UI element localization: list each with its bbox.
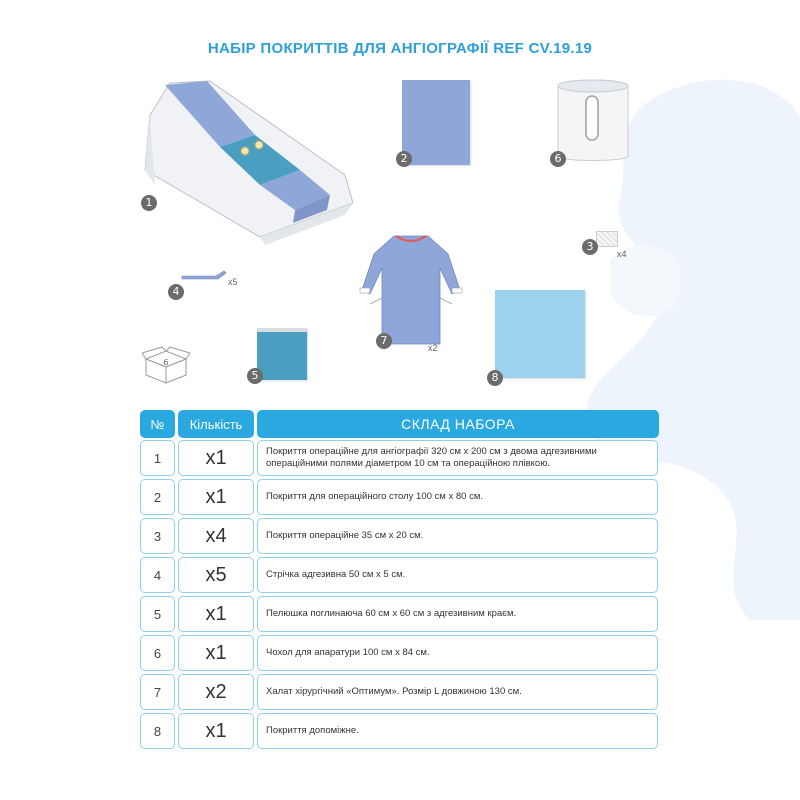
equipment-cover-illustration	[552, 76, 634, 164]
row-quantity: x1	[178, 479, 254, 515]
row-description: Стрічка адгезивна 50 см х 5 см.	[257, 557, 658, 593]
row-number: 4	[140, 557, 175, 593]
row-number: 2	[140, 479, 175, 515]
row-description: Покриття допоміжне.	[257, 713, 658, 749]
label-badge-8: 8	[487, 370, 503, 386]
row-number: 8	[140, 713, 175, 749]
label-badge-2: 2	[396, 151, 412, 167]
box-count: 6	[163, 358, 169, 367]
row-description: Покриття для операційного столу 100 см х 80 см.	[257, 479, 658, 515]
row-quantity: x1	[178, 713, 254, 749]
absorbent-pad-illustration	[257, 328, 307, 380]
table-row	[140, 713, 660, 749]
auxiliary-cover-illustration	[495, 290, 585, 378]
document-title: НАБІР ПОКРИТТІВ ДЛЯ АНГІОГРАФІЇ REF CV.19.19	[207, 40, 593, 57]
table-row	[140, 518, 660, 554]
label-badge-5: 5	[247, 368, 263, 384]
row-description: Чохол для апаратури 100 см х 84 см.	[257, 635, 658, 671]
row-description: Халат хірургічний «Оптимум». Розмір L довжиною 130 см.	[257, 674, 658, 710]
row-description: Покриття операційне для ангіографії 320 см х 200 см з двома адгезивними операційними полями діаметром 10 см та операційною плівкою.	[257, 440, 658, 476]
row-quantity: x5	[178, 557, 254, 593]
row-quantity: x1	[178, 596, 254, 632]
table-row	[140, 674, 660, 710]
row-number: 5	[140, 596, 175, 632]
label-badge-4: 4	[168, 284, 184, 300]
label-badge-6: 6	[550, 151, 566, 167]
row-description: Пелюшка поглинаюча 60 см х 60 см з адгезивним краєм.	[257, 596, 658, 632]
table-row	[140, 557, 660, 593]
label-badge-3: 3	[582, 239, 598, 255]
angiography-drape-illustration	[135, 75, 360, 245]
adhesive-tape-illustration	[180, 268, 228, 282]
row-number: 1	[140, 440, 175, 476]
box-icon	[142, 345, 190, 385]
row-quantity: x4	[178, 518, 254, 554]
surgical-gown-illustration	[356, 232, 466, 350]
header-composition: СКЛАД НАБОРА	[257, 410, 659, 438]
table-cover-illustration	[402, 80, 470, 165]
table-row	[140, 479, 660, 515]
row-quantity: x1	[178, 635, 254, 671]
item7-qty-note: x2	[428, 343, 438, 353]
item3-qty-note: x4	[617, 249, 627, 259]
table-row	[140, 596, 660, 632]
small-drape-illustration	[596, 231, 618, 247]
row-quantity: x1	[178, 440, 254, 476]
row-number: 3	[140, 518, 175, 554]
table-row	[140, 440, 660, 476]
item4-qty-note: x5	[228, 277, 238, 287]
row-quantity: x2	[178, 674, 254, 710]
table-row	[140, 635, 660, 671]
row-number: 7	[140, 674, 175, 710]
row-number: 6	[140, 635, 175, 671]
label-badge-1: 1	[141, 195, 157, 211]
row-description: Покриття операційне 35 см х 20 см.	[257, 518, 658, 554]
header-quantity: Кількість	[178, 410, 254, 438]
header-number: №	[140, 410, 175, 438]
label-badge-7: 7	[376, 333, 392, 349]
